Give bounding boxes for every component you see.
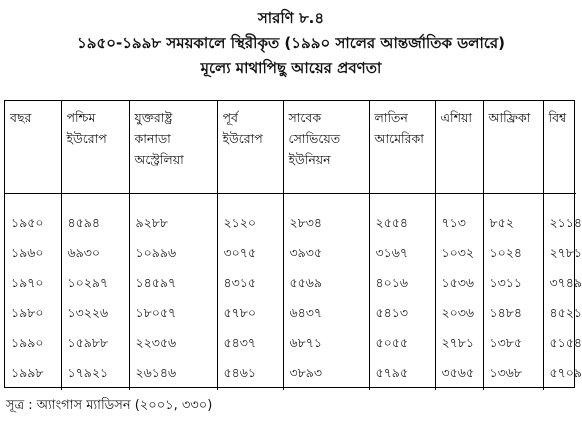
table-cell: ৩৫৬৫ — [435, 360, 483, 390]
table-cell: ১৫৩৬ — [435, 270, 483, 300]
table-cell: ৫৪১৩ — [369, 300, 435, 330]
header-africa: আফ্রিকা — [483, 101, 543, 194]
cell-year: ১৯৭০ — [5, 270, 61, 300]
header-eastern-europe: পূর্ব ইউরোপ — [217, 101, 283, 194]
table-cell: ২৮৩৪ — [283, 194, 369, 241]
cell-year: ১৯৯০ — [5, 330, 61, 360]
table-cell: ২২৩৫৬ — [129, 330, 217, 360]
table-number: সারণি ৮.৪ — [257, 9, 325, 27]
table-row — [5, 300, 576, 330]
table-cell: ৫৫৬৯ — [283, 270, 369, 300]
table-cell: ৭১৩ — [435, 194, 483, 241]
table-cell: ১০২৯৭ — [61, 270, 129, 300]
header-row — [5, 101, 576, 194]
table-cell: ৩৯৩৫ — [283, 240, 369, 270]
table-cell: ৫১৫৪ — [549, 335, 582, 350]
table-cell: ১৭৯২১ — [61, 360, 129, 390]
table-cell: ৫৭০৯ — [549, 365, 582, 380]
table-cell: ৬৯৩০ — [61, 240, 129, 270]
table-row — [5, 270, 576, 300]
header-year: বছর — [5, 101, 61, 194]
table-cell: ৪০১৬ — [369, 270, 435, 300]
table-cell: ৪৫৯৪ — [61, 194, 129, 241]
table-cell: ২১২০ — [217, 194, 283, 241]
header-western-europe: পশ্চিম ইউরোপ — [61, 101, 129, 194]
table-cell: ১০৩২ — [435, 240, 483, 270]
header-us-canada-australia: যুক্তরাষ্ট্র কানাডা অস্ট্রেলিয়া — [129, 101, 217, 194]
table-cell: ২৬১৪৬ — [129, 360, 217, 390]
table-cell: ৯২৮৮ — [129, 194, 217, 241]
table-cell: ২০৩৬ — [435, 300, 483, 330]
table-title: ১৯৫০-১৯৯৮ সময়কালে স্থিরীকৃত (১৯৯০ সালের আন্তর্জাতিক ডলারে) — [77, 34, 505, 52]
cell-year: ১৯৯৮ — [5, 360, 61, 390]
cell-year: ১৯৫০ — [5, 194, 61, 241]
table-cell: ১৮০৫৭ — [129, 300, 217, 330]
table-cell: ৩৭৪৯ — [549, 275, 582, 290]
table-subtitle: মূল্যে মাথাপিছু আয়ের প্রবণতা — [200, 59, 382, 77]
source-note: সূত্র : অ্যাংগাস ম্যাডিসন (২০০১, ৩৩০) — [6, 398, 213, 413]
table-cell: ২৫৫৪ — [369, 194, 435, 241]
header-latin-america: লাতিন আমেরিকা — [369, 101, 435, 194]
table-row — [5, 360, 576, 390]
table-cell: ৬৮৭১ — [283, 330, 369, 360]
table-row — [5, 240, 576, 270]
table-cell: ৫৭৯৫ — [369, 360, 435, 390]
table-cell: ৮৫২ — [483, 194, 543, 241]
table-cell: ৫৪৬১ — [217, 360, 283, 390]
table-cell: ৪৫২১ — [549, 305, 582, 320]
table-caption — [0, 6, 582, 81]
header-asia: এশিয়া — [435, 101, 483, 194]
table-cell: ১৪৫৯৭ — [129, 270, 217, 300]
table-cell: ৫৭৮০ — [217, 300, 283, 330]
table-cell: ৩১৬৭ — [369, 240, 435, 270]
income-trend-table — [4, 100, 582, 388]
table-cell: ২১১৪ — [549, 215, 582, 230]
table-cell: ৫৪৩৭ — [217, 330, 283, 360]
table-cell: ৪৩১৫ — [217, 270, 283, 300]
header-former-ussr: সাবেক সোভিয়েত ইউনিয়ন — [283, 101, 369, 194]
table-cell: ৫০৫৫ — [369, 330, 435, 360]
table-cell: ১৩২২৬ — [61, 300, 129, 330]
table-cell: ১৩১১ — [483, 270, 543, 300]
table-cell: ২৭৮১ — [549, 245, 582, 260]
table-cell: ২৭৮১ — [435, 330, 483, 360]
header-world: বিশ্ব — [543, 101, 576, 194]
table-row — [5, 194, 576, 241]
table-cell: ১৩৮৫ — [483, 330, 543, 360]
table-cell: ১৫৯৮৮ — [61, 330, 129, 360]
cell-year: ১৯৮০ — [5, 300, 61, 330]
cell-year: ১৯৬০ — [5, 240, 61, 270]
table-cell: ৩০৭৫ — [217, 240, 283, 270]
table-cell: ১৩৬৮ — [483, 360, 543, 390]
table-cell: ১০২৪ — [483, 240, 543, 270]
table-cell: ১৪৮৪ — [483, 300, 543, 330]
table-row — [5, 330, 576, 360]
table-cell: ৬৪৩৭ — [283, 300, 369, 330]
table-cell: ৩৮৯৩ — [283, 360, 369, 390]
table-cell: ১০৯৯৬ — [129, 240, 217, 270]
